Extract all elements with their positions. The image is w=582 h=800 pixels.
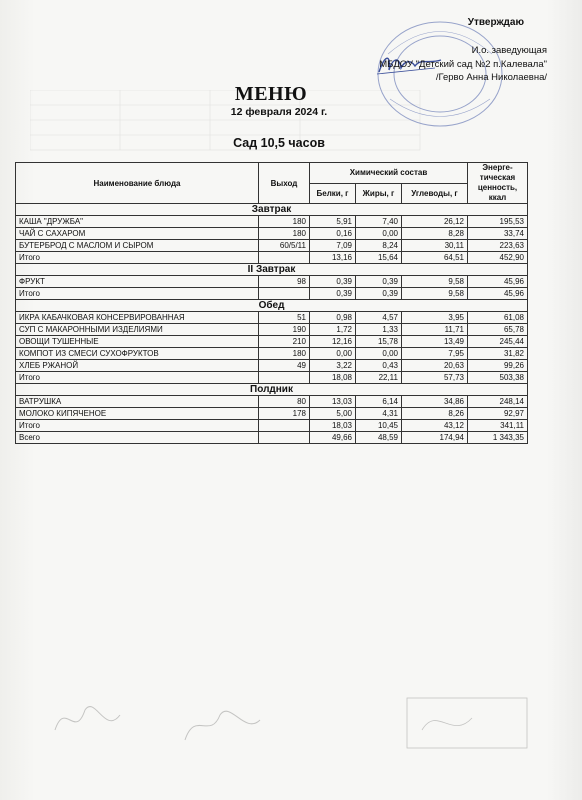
approval-signer: /Герво Анна Николаевна/ bbox=[435, 72, 547, 83]
subtotal-fat: 10,45 bbox=[356, 420, 402, 432]
show-through-signature bbox=[45, 690, 285, 750]
dish-carbs: 13,49 bbox=[402, 336, 468, 348]
table-row bbox=[16, 228, 528, 240]
table-row bbox=[16, 216, 528, 228]
col-fat-header: Жиры, г bbox=[356, 183, 402, 204]
dish-name: ЧАЙ С САХАРОМ bbox=[16, 228, 259, 240]
dish-portion: 190 bbox=[259, 324, 310, 336]
dish-name: СУП С МАКАРОННЫМИ ИЗДЕЛИЯМИ bbox=[16, 324, 259, 336]
subtotal-label: Итого bbox=[16, 288, 259, 300]
dish-carbs: 8,26 bbox=[402, 408, 468, 420]
dish-energy: 195,53 bbox=[468, 216, 528, 228]
dish-name: МОЛОКО КИПЯЧЕНОЕ bbox=[16, 408, 259, 420]
table-row bbox=[16, 348, 528, 360]
dish-name: БУТЕРБРОД С МАСЛОМ И СЫРОМ bbox=[16, 240, 259, 252]
dish-energy: 92,97 bbox=[468, 408, 528, 420]
dish-energy: 223,63 bbox=[468, 240, 528, 252]
menu-table bbox=[15, 162, 528, 444]
dish-portion: 80 bbox=[259, 396, 310, 408]
subtotal-energy: 452,90 bbox=[468, 252, 528, 264]
grand-total-fat: 48,59 bbox=[356, 432, 402, 444]
col-chem-header: Химический состав bbox=[310, 163, 468, 184]
table-row bbox=[16, 336, 528, 348]
table-row bbox=[16, 240, 528, 252]
dish-protein: 1,72 bbox=[310, 324, 356, 336]
grand-total-row bbox=[16, 432, 528, 444]
dish-carbs: 30,11 bbox=[402, 240, 468, 252]
grand-total-portion-empty bbox=[259, 432, 310, 444]
dish-carbs: 8,28 bbox=[402, 228, 468, 240]
page-title: МЕНЮ bbox=[234, 83, 308, 105]
subtotal-portion-empty bbox=[259, 372, 310, 384]
section-title: Полдник bbox=[16, 384, 528, 396]
subtotal-row bbox=[16, 288, 528, 300]
subtotal-label: Итого bbox=[16, 252, 259, 264]
subtotal-energy: 45,96 bbox=[468, 288, 528, 300]
table-row bbox=[16, 312, 528, 324]
show-through-stamp bbox=[392, 690, 542, 760]
subtotal-row bbox=[16, 252, 528, 264]
subtotal-energy: 503,38 bbox=[468, 372, 528, 384]
col-name-header: Наименование блюда bbox=[16, 163, 259, 204]
dish-protein: 0,98 bbox=[310, 312, 356, 324]
subtotal-label: Итого bbox=[16, 420, 259, 432]
subtotal-portion-empty bbox=[259, 252, 310, 264]
dish-fat: 4,31 bbox=[356, 408, 402, 420]
table-row bbox=[16, 276, 528, 288]
section-title: Завтрак bbox=[16, 204, 528, 216]
subtotal-protein: 0,39 bbox=[310, 288, 356, 300]
dish-portion: 51 bbox=[259, 312, 310, 324]
dish-portion: 98 bbox=[259, 276, 310, 288]
grand-total-carbs: 174,94 bbox=[402, 432, 468, 444]
dish-energy: 99,26 bbox=[468, 360, 528, 372]
dish-energy: 248,14 bbox=[468, 396, 528, 408]
col-carbs-header: Углеводы, г bbox=[402, 183, 468, 204]
col-protein-header: Белки, г bbox=[310, 183, 356, 204]
subtotal-carbs: 57,73 bbox=[402, 372, 468, 384]
dish-fat: 4,57 bbox=[356, 312, 402, 324]
dish-carbs: 34,86 bbox=[402, 396, 468, 408]
dish-carbs: 20,63 bbox=[402, 360, 468, 372]
col-energy-label: Энерге-тическая ценность, ккал bbox=[477, 163, 518, 202]
subtotal-portion-empty bbox=[259, 420, 310, 432]
subtotal-fat: 0,39 bbox=[356, 288, 402, 300]
dish-energy: 65,78 bbox=[468, 324, 528, 336]
dish-protein: 0,39 bbox=[310, 276, 356, 288]
dish-name: ВАТРУШКА bbox=[16, 396, 259, 408]
dish-energy: 245,44 bbox=[468, 336, 528, 348]
section-header-row bbox=[16, 264, 528, 276]
dish-energy: 33,74 bbox=[468, 228, 528, 240]
col-energy-header bbox=[468, 163, 528, 204]
dish-portion: 180 bbox=[259, 348, 310, 360]
table-row bbox=[16, 360, 528, 372]
dish-protein: 0,00 bbox=[310, 348, 356, 360]
grand-total-energy: 1 343,35 bbox=[468, 432, 528, 444]
subtotal-row bbox=[16, 420, 528, 432]
dish-name: ОВОЩИ ТУШЕННЫЕ bbox=[16, 336, 259, 348]
dish-energy: 31,82 bbox=[468, 348, 528, 360]
section-header-row bbox=[16, 384, 528, 396]
col-portion-header: Выход bbox=[259, 163, 310, 204]
dish-protein: 12,16 bbox=[310, 336, 356, 348]
dish-name: ИКРА КАБАЧКОВАЯ КОНСЕРВИРОВАННАЯ bbox=[16, 312, 259, 324]
subtotal-protein: 18,03 bbox=[310, 420, 356, 432]
menu-date: 12 февраля 2024 г. bbox=[230, 106, 328, 118]
grand-total-protein: 49,66 bbox=[310, 432, 356, 444]
subtotal-portion-empty bbox=[259, 288, 310, 300]
dish-portion: 210 bbox=[259, 336, 310, 348]
dish-carbs: 9,58 bbox=[402, 276, 468, 288]
subtotal-fat: 15,64 bbox=[356, 252, 402, 264]
approval-title: Утверждаю bbox=[467, 17, 524, 28]
approval-block bbox=[379, 44, 547, 85]
dish-fat: 0,00 bbox=[356, 228, 402, 240]
table-row bbox=[16, 396, 528, 408]
subtotal-energy: 341,11 bbox=[468, 420, 528, 432]
approval-position: И.о. заведующая bbox=[471, 45, 547, 56]
dish-portion: 180 bbox=[259, 216, 310, 228]
dish-portion: 178 bbox=[259, 408, 310, 420]
subtotal-carbs: 64,51 bbox=[402, 252, 468, 264]
section-header-row bbox=[16, 300, 528, 312]
subtotal-carbs: 43,12 bbox=[402, 420, 468, 432]
dish-protein: 5,00 bbox=[310, 408, 356, 420]
section-header-row bbox=[16, 204, 528, 216]
subtotal-fat: 22,11 bbox=[356, 372, 402, 384]
menu-group: Сад 10,5 часов bbox=[233, 136, 325, 150]
dish-fat: 0,00 bbox=[356, 348, 402, 360]
subtotal-row bbox=[16, 372, 528, 384]
table-row bbox=[16, 324, 528, 336]
dish-carbs: 26,12 bbox=[402, 216, 468, 228]
dish-portion: 60/5/11 bbox=[259, 240, 310, 252]
dish-portion: 180 bbox=[259, 228, 310, 240]
dish-fat: 0,39 bbox=[356, 276, 402, 288]
dish-fat: 7,40 bbox=[356, 216, 402, 228]
dish-carbs: 7,95 bbox=[402, 348, 468, 360]
dish-protein: 7,09 bbox=[310, 240, 356, 252]
section-title: II Завтрак bbox=[16, 264, 528, 276]
grand-total-label: Всего bbox=[16, 432, 259, 444]
dish-fat: 6,14 bbox=[356, 396, 402, 408]
subtotal-protein: 18,08 bbox=[310, 372, 356, 384]
section-title: Обед bbox=[16, 300, 528, 312]
dish-fat: 0,43 bbox=[356, 360, 402, 372]
dish-name: КАША "ДРУЖБА" bbox=[16, 216, 259, 228]
subtotal-carbs: 9,58 bbox=[402, 288, 468, 300]
dish-fat: 8,24 bbox=[356, 240, 402, 252]
dish-protein: 5,91 bbox=[310, 216, 356, 228]
dish-name: ХЛЕБ РЖАНОЙ bbox=[16, 360, 259, 372]
approval-org: МБДОУ "Детский сад №2 п.Калевала" bbox=[379, 58, 547, 70]
dish-portion: 49 bbox=[259, 360, 310, 372]
dish-carbs: 11,71 bbox=[402, 324, 468, 336]
table-row bbox=[16, 408, 528, 420]
dish-energy: 61,08 bbox=[468, 312, 528, 324]
dish-name: ФРУКТ bbox=[16, 276, 259, 288]
dish-protein: 3,22 bbox=[310, 360, 356, 372]
menu-body bbox=[16, 204, 528, 444]
subtotal-label: Итого bbox=[16, 372, 259, 384]
dish-energy: 45,96 bbox=[468, 276, 528, 288]
dish-carbs: 3,95 bbox=[402, 312, 468, 324]
dish-fat: 15,78 bbox=[356, 336, 402, 348]
dish-fat: 1,33 bbox=[356, 324, 402, 336]
subtotal-protein: 13,16 bbox=[310, 252, 356, 264]
dish-name: КОМПОТ ИЗ СМЕСИ СУХОФРУКТОВ bbox=[16, 348, 259, 360]
dish-protein: 13,03 bbox=[310, 396, 356, 408]
dish-protein: 0,16 bbox=[310, 228, 356, 240]
